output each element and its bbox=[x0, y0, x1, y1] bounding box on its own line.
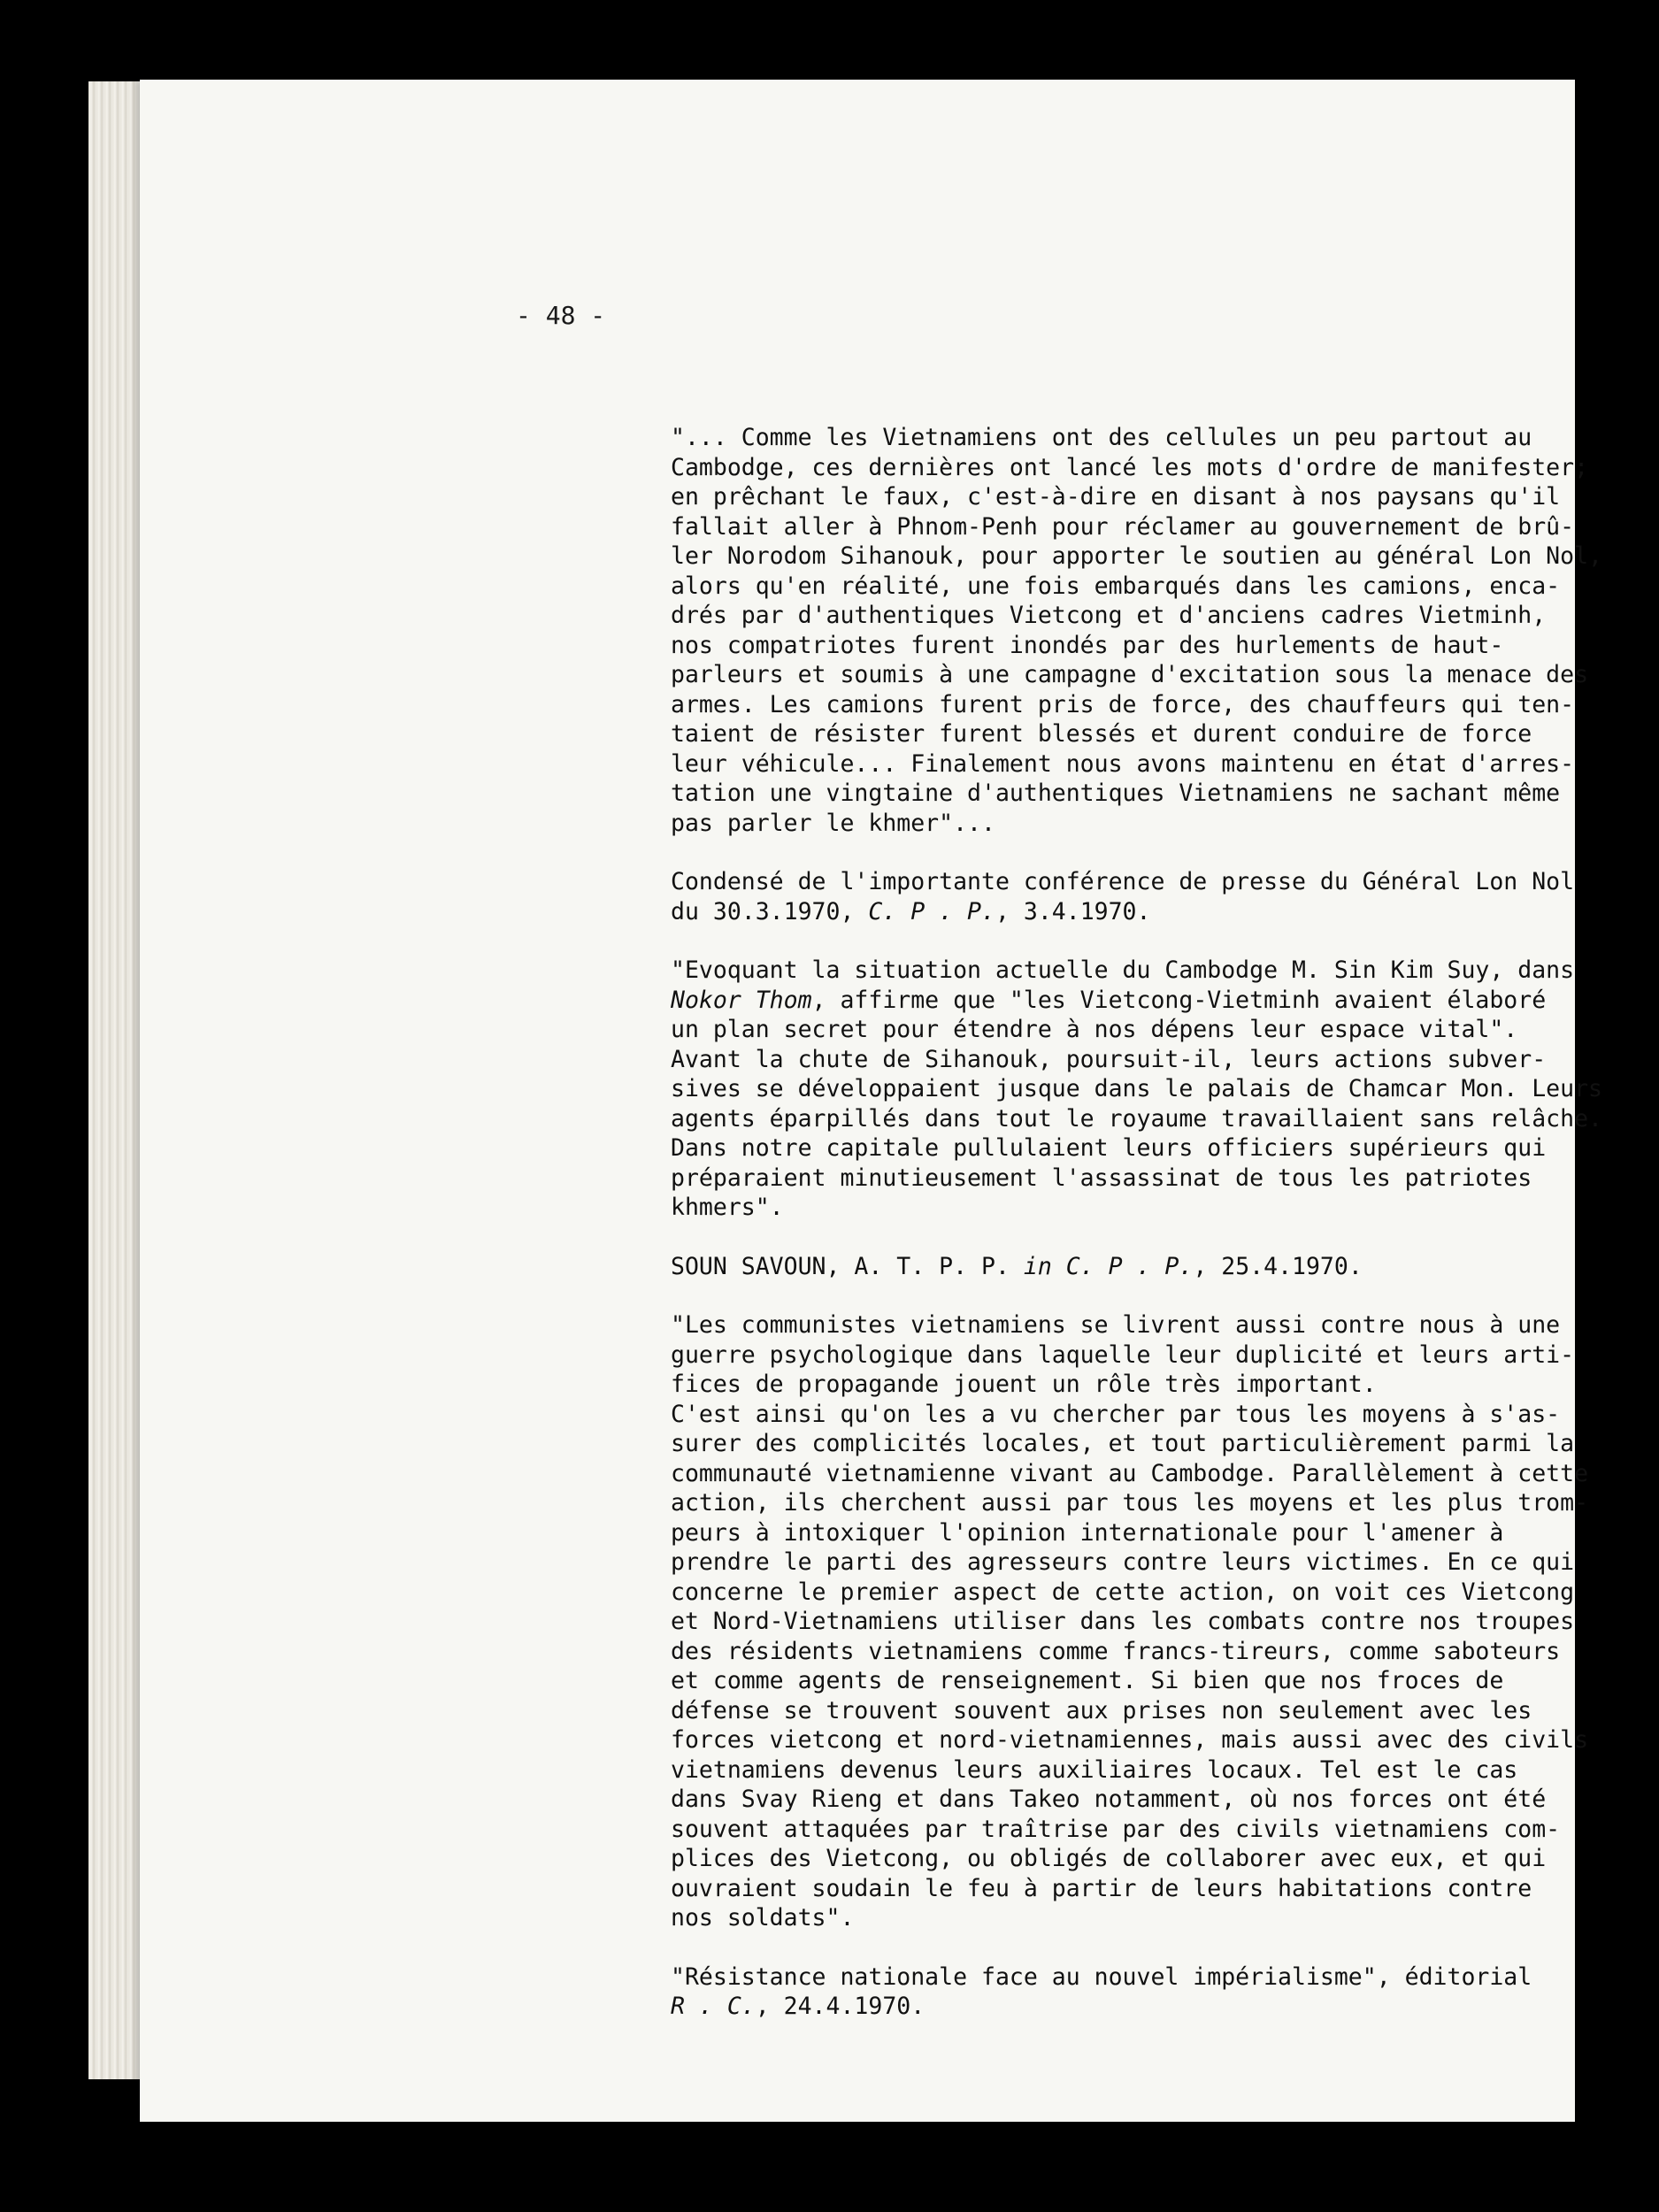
publication-name: Nokor Thom bbox=[671, 986, 812, 1014]
quote-line: armes. Les camions furent pris de force, des chauffeurs qui ten- bbox=[671, 690, 1575, 718]
source-line bbox=[671, 1252, 1644, 1282]
quote-line: peurs à intoxiquer l'opinion internationale pour l'amener à bbox=[671, 1518, 1504, 1547]
quote-line: nos compatriotes furent inondés par des hurlements de haut- bbox=[671, 631, 1504, 659]
quote-line: plices des Vietcong, ou obligés de collaborer avec eux, et qui bbox=[671, 1845, 1547, 1872]
source-citation-2 bbox=[671, 1252, 1644, 1282]
source-line: Condensé de l'importante conférence de presse du Général Lon Nol bbox=[671, 868, 1575, 895]
quote-line: khmers". bbox=[671, 1194, 784, 1221]
quote-line: nos soldats". bbox=[671, 1904, 855, 1932]
quote-line: agents éparpillés dans tout le royaume travaillaient sans relâche. bbox=[671, 1104, 1602, 1133]
publication-abbrev: C. P . P. bbox=[1065, 1252, 1194, 1280]
quote-line: concerne le premier aspect de cette action, on voit ces Vietcong bbox=[671, 1578, 1575, 1606]
source-date: , 24.4.1970. bbox=[755, 1993, 926, 2020]
publication-abbrev: R . C. bbox=[671, 1993, 756, 2020]
quote-line bbox=[671, 986, 1644, 1016]
quote-line: et Nord-Vietnamiens utiliser dans les combats contre nos troupes bbox=[671, 1608, 1575, 1635]
quote-line: sives se développaient jusque dans le palais de Chamcar Mon. Leurs bbox=[671, 1075, 1602, 1102]
source-citation-1 bbox=[671, 867, 1644, 926]
quote-line: fallait aller à Phnom-Penh pour réclamer au gouvernement de brû- bbox=[671, 512, 1575, 541]
quote-line: vietnamiens devenus leurs auxiliaires locaux. Tel est le cas bbox=[671, 1755, 1518, 1784]
source-text: SOUN SAVOUN, A. T. P. P. bbox=[671, 1252, 1024, 1280]
source-date: , 25.4.1970. bbox=[1193, 1252, 1363, 1280]
quote-line: parleurs et soumis à une campagne d'excitation sous la menace des bbox=[671, 661, 1589, 688]
quote-line: communauté vietnamienne vivant au Cambodge. Parallèlement à cette bbox=[671, 1459, 1589, 1487]
quote-line: en prêchant le faux, c'est-à-dire en disant à nos paysans qu'il bbox=[671, 483, 1561, 511]
quote-line: taient de résister furent blessés et durent conduire de force bbox=[671, 720, 1532, 748]
source-citation-3 bbox=[671, 1962, 1644, 2022]
quote-line: Dans notre capitale pullulaient leurs officiers supérieurs qui bbox=[671, 1134, 1547, 1162]
quote-line: "... Comme les Vietnamiens ont des cellules un peu partout au bbox=[671, 424, 1532, 451]
quote-line: pas parler le khmer"... bbox=[671, 809, 995, 837]
quote-line: souvent attaquées par traîtrise par des civils vietnamiens com- bbox=[671, 1815, 1561, 1843]
quote-line: guerre psychologique dans laquelle leur duplicité et leurs arti- bbox=[671, 1340, 1575, 1369]
quote-block-3 bbox=[671, 1310, 1644, 1933]
quote-line: drés par d'authentiques Vietcong et d'anciens cadres Vietminh, bbox=[671, 602, 1547, 629]
quote-line: Avant la chute de Sihanouk, poursuit-il, leurs actions subver- bbox=[671, 1045, 1547, 1073]
source-date: , 3.4.1970. bbox=[995, 897, 1151, 926]
quote-line: préparaient minutieusement l'assassinat de tous les patriotes bbox=[671, 1164, 1532, 1192]
quote-line: ler Norodom Sihanouk, pour apporter le soutien au général Lon Nol, bbox=[671, 542, 1602, 570]
quote-block-2 bbox=[671, 956, 1644, 1223]
quote-line: action, ils cherchent aussi par tous les moyens et les plus trom- bbox=[671, 1489, 1589, 1517]
quote-line: dans Svay Rieng et dans Takeo notamment, où nos forces ont été bbox=[671, 1786, 1547, 1813]
source-text: du 30.3.1970, bbox=[671, 897, 869, 926]
quote-line: fices de propagande jouent un rôle très important. bbox=[671, 1371, 1377, 1398]
source-line: "Résistance nationale face au nouvel impérialisme", éditorial bbox=[671, 1962, 1532, 1991]
quote-line: prendre le parti des agresseurs contre leurs victimes. En ce qui bbox=[671, 1548, 1575, 1576]
quote-line: des résidents vietnamiens comme francs-tireurs, comme saboteurs bbox=[671, 1637, 1561, 1665]
quote-line: Cambodge, ces dernières ont lancé les mots d'ordre de manifester; bbox=[671, 453, 1589, 481]
quote-line: alors qu'en réalité, une fois embarqués dans les camions, enca- bbox=[671, 572, 1561, 600]
quote-line: ouvraient soudain le feu à partir de leurs habitations contre bbox=[671, 1874, 1532, 1902]
quote-line: "Les communistes vietnamiens se livrent aussi contre nous à une bbox=[671, 1311, 1561, 1339]
source-line bbox=[671, 897, 1644, 927]
document-page bbox=[140, 80, 1602, 2122]
quote-line: un plan secret pour étendre à nos dépens leur espace vital". bbox=[671, 1016, 1518, 1043]
quote-line: défense se trouvent souvent aux prises non seulement avec les bbox=[671, 1696, 1532, 1724]
quote-line: et comme agents de renseignement. Si bien que nos froces de bbox=[671, 1667, 1504, 1694]
quote-line: leur véhicule... Finalement nous avons maintenu en état d'arres- bbox=[671, 749, 1575, 778]
page-content bbox=[671, 423, 1644, 2051]
page-number: - 48 - bbox=[516, 301, 606, 330]
source-line bbox=[671, 1992, 1644, 2022]
quote-line: surer des complicités locales, et tout particulièrement parmi la bbox=[671, 1430, 1575, 1457]
quote-line: tation une vingtaine d'authentiques Vietnamiens ne sachant même bbox=[671, 780, 1561, 807]
quote-line: "Evoquant la situation actuelle du Cambodge M. Sin Kim Suy, dans bbox=[671, 956, 1575, 984]
quote-line: C'est ainsi qu'on les a vu chercher par tous les moyens à s'as- bbox=[671, 1400, 1561, 1428]
quote-block-1 bbox=[671, 423, 1644, 838]
publication-abbrev: C. P . P. bbox=[868, 897, 995, 926]
quote-line: forces vietcong et nord-vietnamiennes, mais aussi avec des civils bbox=[671, 1726, 1589, 1754]
quote-text: , affirme que "les Vietcong-Vietminh avaient élaboré bbox=[811, 986, 1547, 1014]
source-in: in bbox=[1023, 1252, 1052, 1280]
